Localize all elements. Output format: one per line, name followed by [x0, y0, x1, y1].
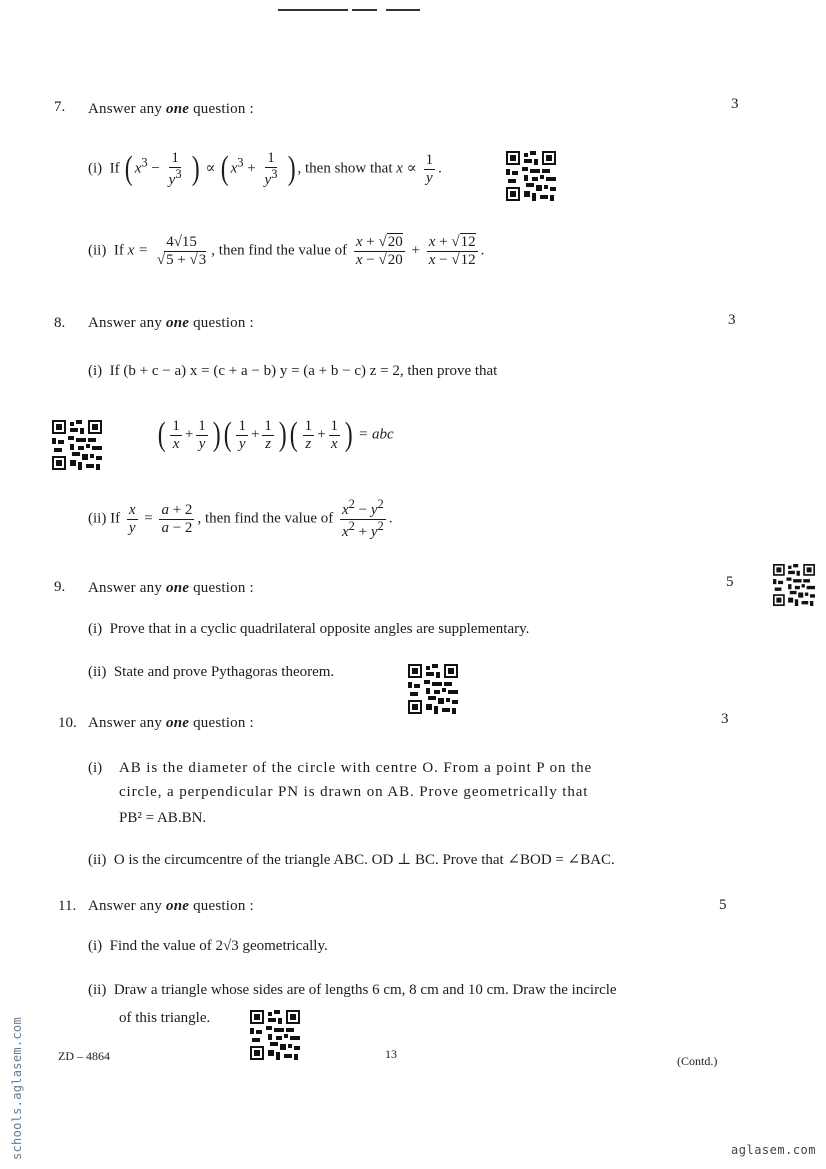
q10-part-i-line2: circle, a perpendicular PN is drawn on AB. Prove geometrically that [119, 784, 589, 800]
qr-code-3 [773, 564, 815, 606]
q10-marks: 3 [721, 711, 729, 727]
q10-part-i-line1: AB is the diameter of the circle with centre O. From a point P on the [119, 760, 593, 776]
qr-code-4 [408, 664, 458, 714]
qr-code-1 [506, 151, 556, 201]
paper-code: ZD – 4864 [58, 1049, 110, 1063]
q7-instruction: Answer any one question : [88, 101, 254, 117]
qr-code-icon [52, 420, 102, 470]
q7-part-ii: (ii) If x = $\frac{4√15}{√5 + √3}$ , then find the value of $\frac{x + √20}{x - √20}$ + $\frac{x + √12}{x - √12}$ . [88, 234, 485, 268]
q10-part-i-line3: PB² = AB.BN. [119, 810, 207, 826]
qr-code-icon [408, 664, 458, 714]
q8-marks: 3 [728, 312, 736, 328]
q8-number: 8. [54, 315, 66, 331]
qr-code-icon [250, 1010, 300, 1060]
q7-marks: 3 [731, 96, 739, 112]
q10-number: 10. [58, 715, 77, 731]
q8-instruction: Answer any one question : [88, 315, 254, 331]
corner-watermark: aglasem.com [731, 1143, 816, 1157]
header-rule-right [386, 9, 420, 11]
vertical-watermark: schools.aglasem.com [10, 1017, 24, 1160]
q11-part-ii-line1: (ii) Draw a triangle whose sides are of lengths 6 cm, 8 cm and 10 cm. Draw the incircle [88, 982, 617, 998]
q10-part-ii: (ii) O is the circumcentre of the triangle ABC. OD ⊥ BC. Prove that ∠BOD = ∠BAC. [88, 852, 615, 868]
q9-number: 9. [54, 579, 66, 595]
q7-part-i: (i) If ( $x^3$ − $\frac{1}{y^3}$ ) ∝ ( $x^3$ + $\frac{1}{y^3}$ ) , then show that x ∝ $\frac{1}{y}$ . [88, 150, 442, 188]
q10-instruction: Answer any one question : [88, 715, 254, 731]
q11-number: 11. [58, 898, 77, 914]
q8-part-i-text: (i) If (b + c − a) x = (c + a − b) y = (a + b − c) z = 2, then prove that [88, 363, 498, 379]
qr-code-5 [250, 1010, 300, 1060]
q11-part-ii-line2: of this triangle. [119, 1010, 211, 1026]
qr-code-icon [506, 151, 556, 201]
q10-part-i-label: (i) [88, 760, 103, 776]
qr-code-2 [52, 420, 102, 470]
q9-part-ii: (ii) State and prove Pythagoras theorem. [88, 664, 335, 680]
q11-instruction: Answer any one question : [88, 898, 254, 914]
q9-marks: 5 [726, 574, 734, 590]
q11-marks: 5 [719, 897, 727, 913]
header-rule-left [278, 9, 348, 11]
q9-part-i: (i) Prove that in a cyclic quadrilateral opposite angles are supplementary. [88, 621, 530, 637]
q8-part-ii: (ii) If $\frac{x}{y}$ = $\frac{a + 2}{a - 2}$ , then find the value of $\frac{x^2 - y^2}{x^2 + y^2}$ . [88, 497, 393, 540]
q7-number: 7. [54, 99, 66, 115]
q11-part-i: (i) Find the value of 2√3 geometrically. [88, 938, 328, 954]
qr-code-icon [773, 564, 815, 606]
q8-part-i-equation: ( $\frac{1}{x}$ + $\frac{1}{y}$ )( $\frac{1}{y}$ + $\frac{1}{z}$ )( $\frac{1}{z}$ + $\frac{1}{x}$ ) = abc [157, 416, 394, 453]
q9-instruction: Answer any one question : [88, 580, 254, 596]
header-rule-mid [352, 9, 377, 11]
continued-label: (Contd.) [677, 1054, 718, 1068]
page-number: 13 [385, 1047, 397, 1061]
